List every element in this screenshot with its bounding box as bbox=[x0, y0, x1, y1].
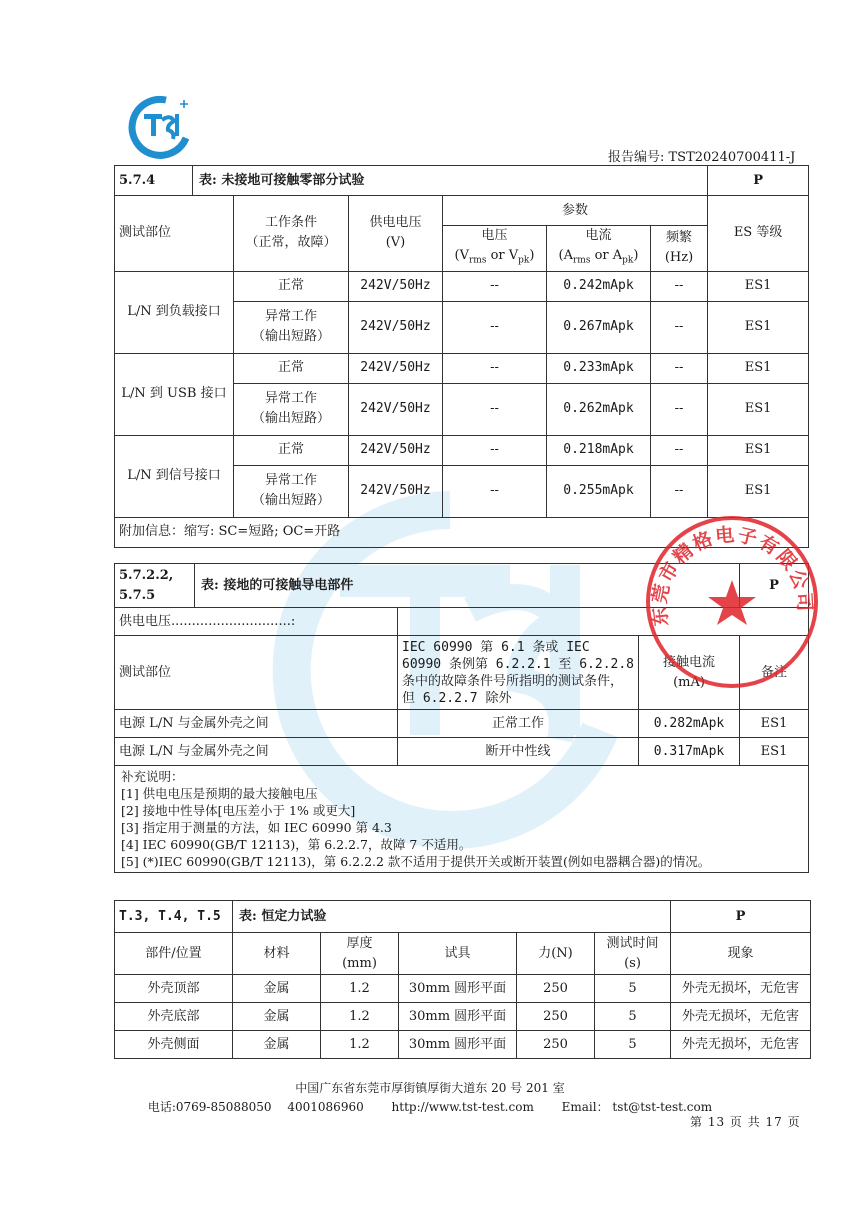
voltage-cell: -- bbox=[443, 353, 547, 383]
condition-cell: 异常工作 （输出短路） bbox=[234, 465, 349, 517]
force-cell: 250 bbox=[517, 1031, 595, 1059]
frequency-cell: -- bbox=[651, 353, 708, 383]
table-row bbox=[115, 271, 809, 301]
current-cell: 0.218mApk bbox=[547, 435, 651, 465]
header-es: ES 等级 bbox=[708, 196, 809, 272]
material-cell: 金属 bbox=[233, 1003, 321, 1031]
header-part: 部件/位置 bbox=[115, 933, 233, 975]
supply-cell: 242V/50Hz bbox=[349, 353, 443, 383]
result-cell: 外壳无损坏，无危害 bbox=[671, 1003, 811, 1031]
time-cell: 5 bbox=[595, 1003, 671, 1031]
page-number: 第 13 页 共 17 页 bbox=[690, 1115, 801, 1129]
es-cell: ES1 bbox=[708, 353, 809, 383]
frequency-cell: -- bbox=[651, 435, 708, 465]
table-row bbox=[115, 710, 809, 738]
table-row bbox=[115, 353, 809, 383]
table-untouched-parts bbox=[114, 165, 809, 548]
additional-info: 附加信息：缩写: SC=短路; OC=开路 bbox=[115, 517, 809, 547]
frequency-cell: -- bbox=[651, 465, 708, 517]
table-row bbox=[115, 975, 811, 1003]
time-cell: 5 bbox=[595, 1031, 671, 1059]
es-cell: ES1 bbox=[708, 271, 809, 301]
current-cell: 0.267mApk bbox=[547, 301, 651, 353]
condition-cell: 正常 bbox=[234, 271, 349, 301]
header-voltage: 电压 ($V_{rms}$ or $V_{pk}$) bbox=[443, 226, 547, 272]
part-cell: 电源 L/N 与金属外壳之间 bbox=[115, 710, 398, 738]
header-current: 接触电流 (mA) bbox=[639, 636, 740, 710]
part-cell: 外壳侧面 bbox=[115, 1031, 233, 1059]
result-cell: 外壳无损坏，无危害 bbox=[671, 1031, 811, 1059]
es-cell: ES1 bbox=[708, 435, 809, 465]
company-logo bbox=[126, 94, 192, 160]
header-time: 测试时间 (s) bbox=[595, 933, 671, 975]
voltage-cell: -- bbox=[443, 435, 547, 465]
header-condition: 工作条件 （正常，故障） bbox=[234, 196, 349, 272]
result-cell: 外壳无损坏，无危害 bbox=[671, 975, 811, 1003]
condition-cell: 正常工作 bbox=[398, 710, 639, 738]
verdict: P bbox=[740, 564, 809, 608]
header-frequency: 频繁 (Hz) bbox=[651, 226, 708, 272]
footer-address: 中国广东省东莞市厚街镇厚街大道东 20 号 201 室 bbox=[295, 1081, 565, 1095]
remark-cell: ES1 bbox=[740, 710, 809, 738]
supply-voltage-value bbox=[398, 608, 809, 636]
table-row bbox=[115, 435, 809, 465]
condition-cell: 异常工作 （输出短路） bbox=[234, 383, 349, 435]
header-current: 电流 ($A_{rms}$ or $A_{pk}$) bbox=[547, 226, 651, 272]
es-cell: ES1 bbox=[708, 301, 809, 353]
current-cell: 0.255mApk bbox=[547, 465, 651, 517]
table-row bbox=[115, 1003, 811, 1031]
header-method: IEC 60990 第 6.1 条或 IEC 60990 条例第 6.2.2.1 至 6.2.2.8 条中的故障条件号所指明的测试条件，但 6.2.2.7 除外 bbox=[398, 636, 639, 710]
force-cell: 250 bbox=[517, 1003, 595, 1031]
supply-cell: 242V/50Hz bbox=[349, 271, 443, 301]
thickness-cell: 1.2 bbox=[321, 975, 399, 1003]
report-number: 报告编号: TST20240700411-J bbox=[608, 150, 796, 165]
verdict: P bbox=[671, 901, 811, 933]
condition-cell: 异常工作 （输出短路） bbox=[234, 301, 349, 353]
voltage-cell: -- bbox=[443, 383, 547, 435]
table-title: 表: 恒定力试验 bbox=[233, 901, 671, 933]
table-grounded-parts bbox=[114, 563, 809, 873]
verdict: P bbox=[708, 166, 809, 196]
header-thickness: 厚度 (mm) bbox=[321, 933, 399, 975]
tool-cell: 30mm 圆形平面 bbox=[399, 975, 517, 1003]
frequency-cell: -- bbox=[651, 271, 708, 301]
part-cell: 外壳底部 bbox=[115, 1003, 233, 1031]
remark-cell: ES1 bbox=[740, 738, 809, 766]
condition-cell: 断开中性线 bbox=[398, 738, 639, 766]
condition-cell: 正常 bbox=[234, 353, 349, 383]
thickness-cell: 1.2 bbox=[321, 1031, 399, 1059]
header-tool: 试具 bbox=[399, 933, 517, 975]
table-title: 表: 接地的可接触导电部件 bbox=[195, 564, 740, 608]
thickness-cell: 1.2 bbox=[321, 1003, 399, 1031]
part-cell: L/N 到 USB 接口 bbox=[115, 353, 234, 435]
supply-cell: 242V/50Hz bbox=[349, 301, 443, 353]
header-force: 力(N) bbox=[517, 933, 595, 975]
voltage-cell: -- bbox=[443, 301, 547, 353]
svg-text:东莞市精格电子有限公司: 东莞市精格电子有限公司 bbox=[648, 523, 816, 628]
supply-cell: 242V/50Hz bbox=[349, 435, 443, 465]
time-cell: 5 bbox=[595, 975, 671, 1003]
part-cell: 外壳顶部 bbox=[115, 975, 233, 1003]
current-cell: 0.317mApk bbox=[639, 738, 740, 766]
header-material: 材料 bbox=[233, 933, 321, 975]
table-constant-force bbox=[114, 900, 811, 1059]
table-row bbox=[115, 738, 809, 766]
supply-cell: 242V/50Hz bbox=[349, 383, 443, 435]
part-cell: L/N 到负载接口 bbox=[115, 271, 234, 353]
voltage-cell: -- bbox=[443, 465, 547, 517]
voltage-cell: -- bbox=[443, 271, 547, 301]
es-cell: ES1 bbox=[708, 383, 809, 435]
part-cell: 电源 L/N 与金属外壳之间 bbox=[115, 738, 398, 766]
tool-cell: 30mm 圆形平面 bbox=[399, 1003, 517, 1031]
current-cell: 0.262mApk bbox=[547, 383, 651, 435]
table-title: 表: 未接地可接触零部分试验 bbox=[193, 166, 708, 196]
header-part: 测试部位 bbox=[115, 196, 234, 272]
current-cell: 0.282mApk bbox=[639, 710, 740, 738]
header-remark: 备注 bbox=[740, 636, 809, 710]
material-cell: 金属 bbox=[233, 1031, 321, 1059]
section-number: T.3, T.4, T.5 bbox=[115, 901, 233, 933]
header-result: 现象 bbox=[671, 933, 811, 975]
table-row bbox=[115, 1031, 811, 1059]
section-number: 5.7.2.2, 5.7.5 bbox=[115, 564, 195, 608]
part-cell: L/N 到信号接口 bbox=[115, 435, 234, 517]
header-params: 参数 bbox=[443, 196, 708, 226]
section-number: 5.7.4 bbox=[115, 166, 193, 196]
es-cell: ES1 bbox=[708, 465, 809, 517]
force-cell: 250 bbox=[517, 975, 595, 1003]
current-cell: 0.242mApk bbox=[547, 271, 651, 301]
footer-contact: 电话:0769-85088050 4001086960 http://www.tst-test.com Email： tst@tst-test.com bbox=[147, 1100, 713, 1114]
current-cell: 0.233mApk bbox=[547, 353, 651, 383]
frequency-cell: -- bbox=[651, 301, 708, 353]
frequency-cell: -- bbox=[651, 383, 708, 435]
condition-cell: 正常 bbox=[234, 435, 349, 465]
header-part: 测试部位 bbox=[115, 636, 398, 710]
supply-cell: 242V/50Hz bbox=[349, 465, 443, 517]
supply-voltage-label: 供电电压.............................: bbox=[115, 608, 398, 636]
tool-cell: 30mm 圆形平面 bbox=[399, 1031, 517, 1059]
material-cell: 金属 bbox=[233, 975, 321, 1003]
header-supply: 供电电压 (V) bbox=[349, 196, 443, 272]
supplementary-notes: 补充说明： [1] 供电电压是预期的最大接触电压 [2] 接地中性导体[电压差小于 1% 或更大] [3] 指定用于测量的方法，如 IEC 60990 第 4.3 [4] IEC 60990(GB/T 12113)，第 6.2.2.7，故障 7 不适用。 [5] (*)IEC 60990(GB/T 12113)，第 6.2.2.2 款不适用于提供开关或断开装置(例如电器耦合器)的情况。 bbox=[115, 766, 809, 873]
